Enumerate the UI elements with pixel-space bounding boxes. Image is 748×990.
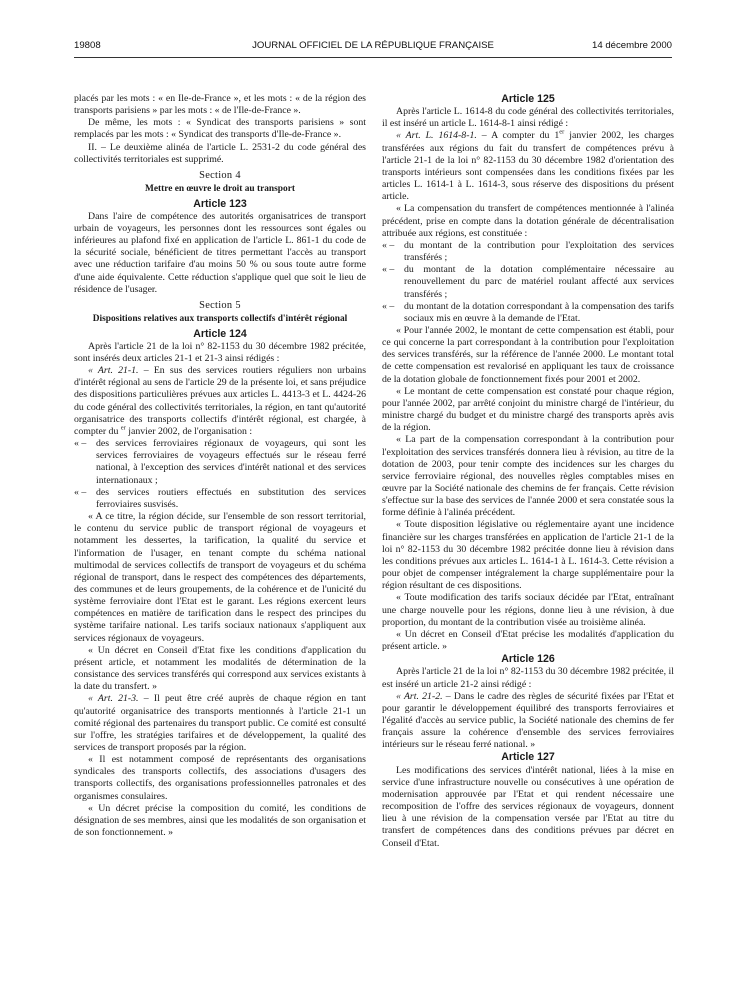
paragraph: « Toute modification des tarifs sociaux décidée par l'Etat, entraînant une charge nouvelle pour les régions, donne lieu à une révision, à due proportion, du montant de la contribution visée au troisième alinéa. xyxy=(382,592,674,628)
paragraph: II. – Le deuxième alinéa de l'article L. 2531-2 du code général des collectivités territoriales est supprimé. xyxy=(74,141,366,165)
article-ref: « Art. 21-1. xyxy=(88,365,139,377)
list-item-text: du montant de la contribution pour l'exploitation des services transférés ; xyxy=(404,239,674,264)
paragraph xyxy=(382,691,674,752)
list-item-text: des services ferroviaires régionaux de voyageurs, qui sont les services ferroviaires de voyageurs effectués sur le réseau ferré national, à l'exception des services d'intérêt national et des services internationaux ; xyxy=(96,438,366,486)
article-heading: Article 126 xyxy=(501,653,555,666)
article-heading: Article 124 xyxy=(193,327,247,340)
article-heading: Article 123 xyxy=(193,197,247,210)
paragraph: « Un décret précise la composition du comité, les conditions de désignation de ses membres, ainsi que les modalités de son organisation et de son fonctionnement. » xyxy=(74,802,366,839)
publication-date: 14 décembre 2000 xyxy=(591,40,672,51)
paragraph: Les modifications des services d'intérêt national, liées à la mise en service d'une infrastructure nouvelle ou consécutives à une opération de modernisation approuvée par l'Etat et qui rendent nécessaire une recomposition de l'offre des services régionaux de voyageurs, donnent lieu à une révision de la compensation versée par l'Etat au titre du transfert de compétences dans des conditions prévues par décret en Conseil d'Etat. xyxy=(382,764,674,849)
paragraph-text: – Dans le cadre des règles de sécurité fixées par l'Etat et pour garantir le développement équilibré des transports ferroviaires et l'égalité d'accès au service public, la Société nationale des chemins de fer français assure la cohérence d'ensemble des services ferroviaires intérieurs sur le réseau ferré national. » xyxy=(382,690,674,751)
paragraph: « La part de la compensation correspondant à la contribution pour l'exploitation des services transférés donnera lieu à révision, au titre de la dotation de 2003, pour tenir compte des incidences sur les charges du service ferroviaire régional, des nouvelles règles comptables mises en œuvre par la Société nationale des chemins de fer français. Cette révision s'effectue sur la base des services de l'année 2000 et sera constatée sous la forme définie à l'alinéa précédent. xyxy=(382,434,674,519)
list-dash: « – xyxy=(382,239,395,251)
section-heading: Section 4 xyxy=(199,169,241,181)
paragraph: « Le montant de cette compensation est constaté pour chaque région, pour l'année 2002, par arrêté conjoint du ministre chargé de l'intérieur, du ministre chargé du budget et du ministre chargé des transports après avis de la région. xyxy=(382,385,674,434)
article-heading: Article 125 xyxy=(501,93,555,105)
page-header xyxy=(74,40,672,56)
article-ref: « Art. 21-3. xyxy=(88,693,139,705)
list-dash: « – xyxy=(382,264,395,276)
paragraph: Après l'article L. 1614-8 du code général des collectivités territoriales, il est inséré un article L. 1614-8-1 ainsi rédigé : xyxy=(382,106,674,130)
superscript: er xyxy=(559,129,565,137)
list-item xyxy=(382,264,674,300)
header-rule xyxy=(74,57,672,58)
article-ref: « Art. L. 1614-8-1. xyxy=(396,130,477,142)
superscript: er xyxy=(120,424,126,432)
list-item-text: du montant de la dotation correspondant à la compensation des tarifs sociaux mis en œuvre à la demande de l'Etat. xyxy=(404,300,674,324)
left-column xyxy=(74,93,366,839)
paragraph: « Un décret en Conseil d'Etat précise les modalités d'application du présent article. » xyxy=(382,628,674,653)
journal-title: JOURNAL OFFICIEL DE LA RÉPUBLIQUE FRANÇAISE xyxy=(252,40,494,51)
paragraph xyxy=(74,693,366,754)
section-heading: Section 5 xyxy=(199,299,241,311)
list-dash: « – xyxy=(382,300,395,312)
list-item-text: des services routiers effectués en substitution des services ferroviaires susvisés. xyxy=(96,486,366,510)
section-title: Mettre en œuvre le droit au transport xyxy=(145,184,295,195)
paragraph xyxy=(74,365,366,438)
list-item-text: du montant de la dotation complémentaire nécessaire au renouvellement du parc de matériel roulant affecté aux services transférés ; xyxy=(404,264,674,300)
article-ref: « Art. 21-2. xyxy=(396,690,443,702)
paragraph-text: – Il peut être créé auprès de chaque région en tant qu'autorité organisatrice des transports mentionnés à l'article 21-1 un comité régional des partenaires du transport public. Ce comité est consulté sur l'offre, les stratégies tarifaires et de développement, la qualité des services de transport proposés par la région. xyxy=(74,693,367,753)
paragraph: « Il est notamment composé de représentants des organisations syndicales des transports collectifs, des associations d'usagers des transports collectifs, des organisations professionnelles patronales et des organismes consulaires. xyxy=(74,754,366,802)
paragraph: « La compensation du transfert de compétences mentionnée à l'alinéa précédent, prise en compte dans la dotation générale de décentralisation attribuée aux régions, est constituée : xyxy=(382,203,674,239)
list-item xyxy=(74,487,366,511)
page-number: 19808 xyxy=(74,40,101,51)
paragraph: Après l'article 21 de la loi n° 82-1153 du 30 décembre 1982 précitée, il est inséré un article 21-2 ainsi rédigé : xyxy=(382,666,674,690)
article-heading: Article 127 xyxy=(501,751,555,764)
paragraph: « Un décret en Conseil d'Etat fixe les conditions d'application du présent article, et notamment les modalités de détermination de la consistance des services transférés qui correspond aux services existants à la date du transfert. » xyxy=(74,644,366,693)
paragraph-text: janvier 2002, de l'organisation : xyxy=(125,425,253,437)
paragraph: « Toute disposition législative ou réglementaire ayant une incidence financière sur les charges transférées en application de l'article 21-1 de la loi n° 82-1153 du 30 décembre 1982 précitée donne lieu à révision dans les conditions prévues aux articles L. 1614-1 à L. 1614-3. Cette révision a pour objet de compenser intégralement la charge supplémentaire pour la région résultant de ces dispositions. xyxy=(382,519,674,592)
paragraph: Après l'article 21 de la loi n° 82-1153 du 30 décembre 1982 précitée, sont insérés deux articles 21-1 et 21-3 ainsi rédigés : xyxy=(74,340,366,364)
list-item xyxy=(382,301,674,325)
paragraph-text: – En sus des services routiers réguliers non urbains d'intérêt régional au sens de l'article 29 de la présente loi, et sans préjudice des dispositions particulières prévues aux articles L. 4413-3 et L. 4424-26 du code général des collectivités territoriales, la région, en tant qu'autorité organisatrice des transports collectifs d'intérêt régional, est chargée, à compter du xyxy=(74,365,367,437)
paragraph: « Pour l'année 2002, le montant de cette compensation est établi, pour ce qui concerne la part correspondant à la contribution pour l'exploitation des services transférés, sur la référence de l'année 2000. Le montant total de cette compensation est revalorisé en appliquant les taux de croissance de la dotation globale de fonctionnement fixés pour 2001 et 2002. xyxy=(382,324,674,385)
paragraph: Dans l'aire de compétence des autorités organisatrices de transport urbain de voyageurs, les personnes dont les ressources sont égales ou inférieures au plafond fixé en application de l'article L. 861-1 du code de la sécurité sociale, bénéficient de titres permettant l'accès au transport avec une réduction tarifaire d'au moins 50 % ou sous toute autre forme d'une aide équivalente. Cette réduction s'applique quel que soit le lieu de résidence de l'usager. xyxy=(74,210,366,295)
paragraph xyxy=(382,130,674,203)
list-dash: « – xyxy=(74,438,87,450)
section-title: Dispositions relatives aux transports collectifs d'intérêt régional xyxy=(92,314,348,325)
paragraph: De même, les mots : « Syndicat des transports parisiens » sont remplacés par les mots : « Syndicat des transports d'Ile-de-France ». xyxy=(74,117,366,141)
paragraph: « A ce titre, la région décide, sur l'ensemble de son ressort territorial, le contenu du service public de transport régional de voyageurs et notamment les dessertes, la tarification, la qualité du service et l'information de l'usager, en tenant compte du schéma national multimodal de services collectifs de transport de voyageurs et du schéma régional de transport, dans le respect des compétences des départements, des communes et de leurs groupements, de la cohérence et de l'unicité du système ferroviaire dont l'Etat est le garant. Les régions exercent leurs compétences en matière de tarification dans le respect des principes du système tarifaire national. Les tarifs sociaux nationaux s'appliquent aux services régionaux de voyageurs. xyxy=(74,511,366,644)
list-item xyxy=(382,240,674,264)
right-column xyxy=(382,93,674,850)
list-item xyxy=(74,438,366,487)
paragraph: placés par les mots : « en Ile-de-France », et les mots : « de la région des transports parisiens » par les mots : « de l'Ile-de-France ». xyxy=(74,93,366,117)
list-dash: « – xyxy=(74,486,87,498)
paragraph-text: – A compter du 1 xyxy=(476,130,560,142)
paragraph-text: janvier 2002, les charges transférées aux régions du fait du transfert de compétences prévu à l'article 21-1 de la loi n° 82-1153 du 30 décembre 1982 d'orientation des transports intérieurs sont compensées dans les conditions fixées par les articles L. 1614-1 à L. 1614-3, sous réserve des dispositions du présent article. xyxy=(382,130,674,203)
